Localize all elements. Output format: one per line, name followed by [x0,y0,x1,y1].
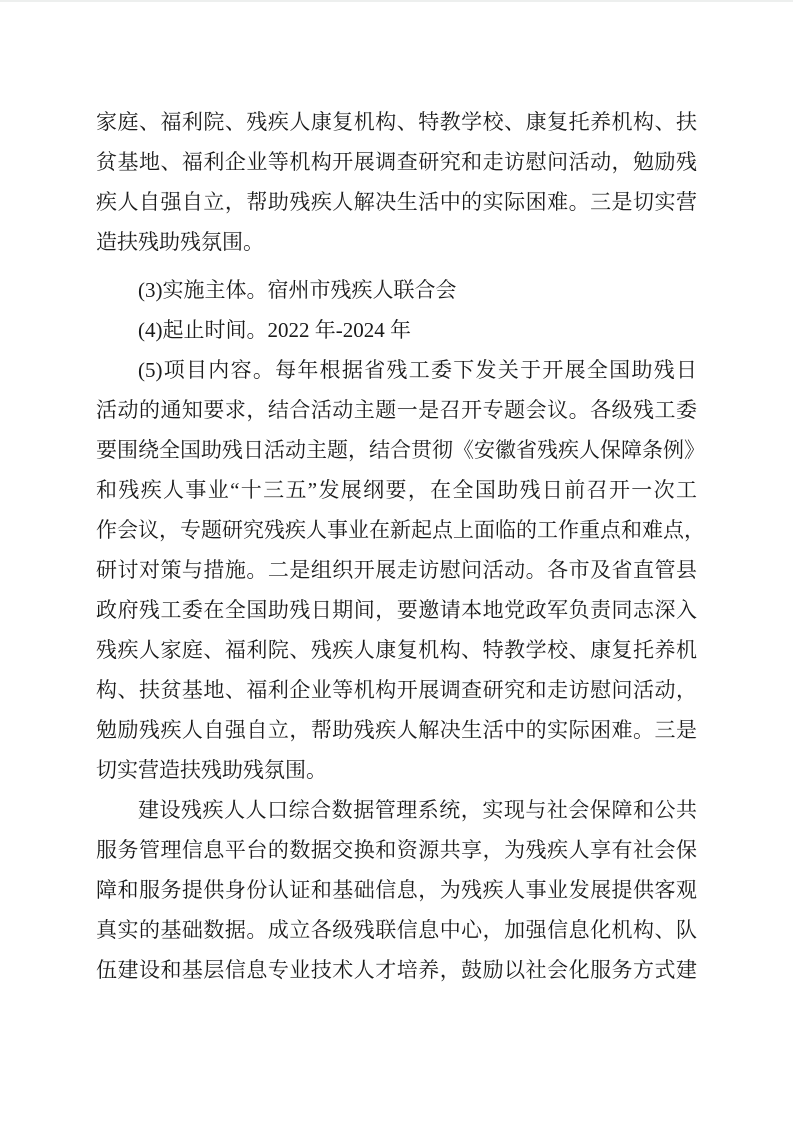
numbered-item-5 [96,350,705,790]
text-line: 和残疾人事业“十三五”发展纲要，在全国助残日前召开一次工 [96,478,697,502]
text-line: 真实的基础数据。成立各级残联信息中心，加强信息化机构、队 [96,918,697,942]
text-line: 建设残疾人人口综合数据管理系统，实现与社会保障和公共 [138,798,697,822]
text-line: 政府残工委在全国助残日期间，要邀请本地党政军负责同志深入 [96,598,697,622]
text-line: 服务管理信息平台的数据交换和资源共享，为残疾人享有社会保 [96,838,697,862]
text-line: 要围绕全国助残日活动主题，结合贯彻《安徽省残疾人保障条例》 [96,438,705,462]
numbered-item-3 [96,270,697,310]
text-line: (5)项目内容。每年根据省残工委下发关于开展全国助残日 [138,358,697,382]
text-line: 残疾人家庭、福利院、残疾人康复机构、特教学校、康复托养机 [96,638,697,662]
paragraph-data-system [96,790,697,990]
document-page [0,2,793,1124]
paragraph-continuation [96,102,697,262]
text-line: 伍建设和基层信息专业技术人才培养，鼓励以社会化服务方式建 [96,958,697,982]
text-line: 勉励残疾人自强自立，帮助残疾人解决生活中的实际困难。三是 [96,718,697,742]
numbered-item-4 [96,310,697,350]
text-line: 作会议，专题研究残疾人事业在新起点上面临的工作重点和难点， [96,518,705,542]
text-line: 造扶残助残氛围。 [96,230,264,254]
text-line: 研讨对策与措施。二是组织开展走访慰问活动。各市及省直管县 [96,558,697,582]
text-line: 障和服务提供身份认证和基础信息，为残疾人事业发展提供客观 [96,878,697,902]
text-line: 构、扶贫基地、福利企业等机构开展调查研究和走访慰问活动， [96,678,697,702]
text-line: (3)实施主体。宿州市残疾人联合会 [138,278,457,302]
text-line: 活动的通知要求，结合活动主题一是召开专题会议。各级残工委 [96,398,697,422]
text-line: 疾人自强自立，帮助残疾人解决生活中的实际困难。三是切实营 [96,190,697,214]
text-line: 贫基地、福利企业等机构开展调查研究和走访慰问活动，勉励残 [96,150,697,174]
text-line: 切实营造扶残助残氛围。 [96,758,327,782]
text-line: (4)起止时间。2022 年-2024 年 [138,318,411,342]
text-line: 家庭、福利院、残疾人康复机构、特教学校、康复托养机构、扶 [96,110,697,134]
